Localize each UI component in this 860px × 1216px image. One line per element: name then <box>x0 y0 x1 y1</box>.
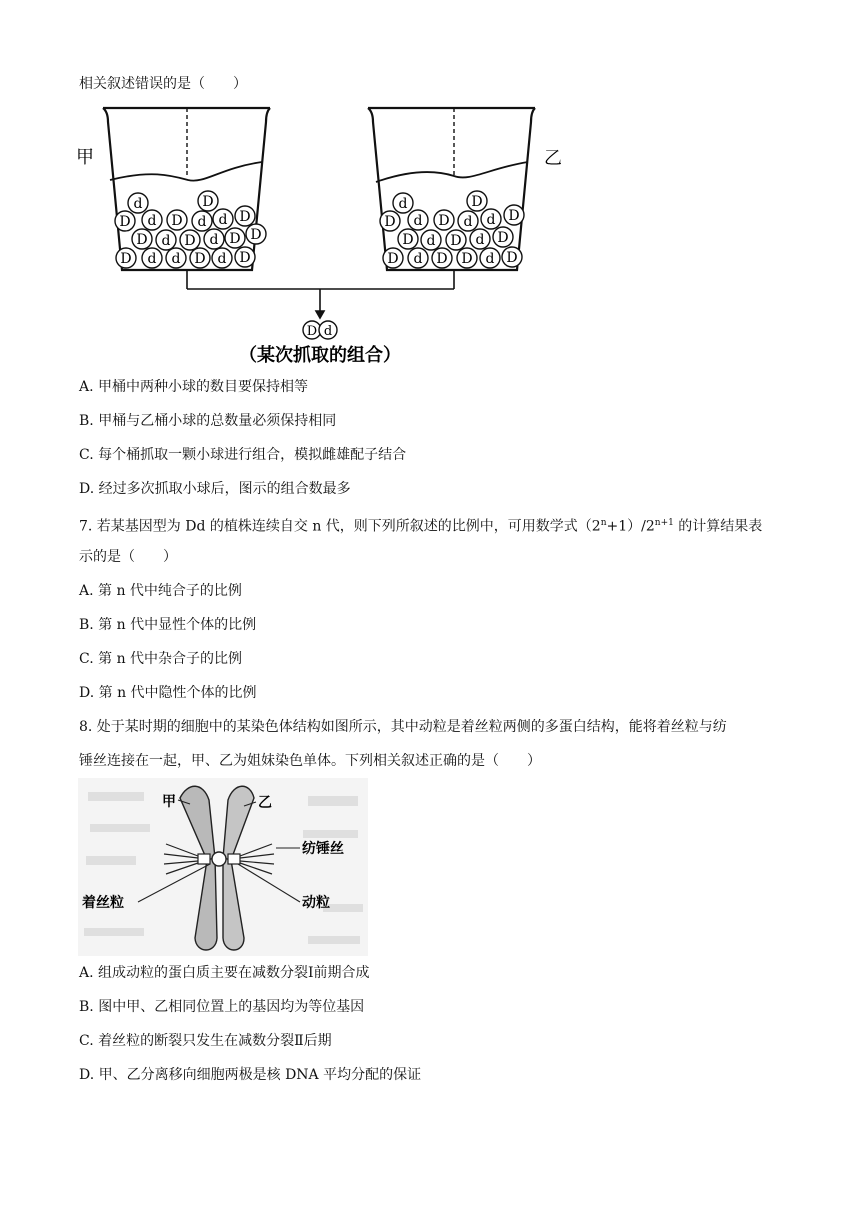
svg-text:D: D <box>497 230 509 246</box>
q7-stem-part1: 7. 若某基因型为 Dd 的植株连续自交 n 代，则下列所叙述的比例中，可用数学式（2 <box>79 518 601 535</box>
ball-d <box>166 248 186 268</box>
q6-option-a: A. 甲桶中两种小球的数目要保持相等 <box>79 379 309 395</box>
q8-stem-line1: 8. 处于某时期的细胞中的某染色体结构如图所示，其中动粒是着丝粒两侧的多蛋白结构，能将着丝粒与纺 <box>79 719 727 735</box>
svg-text:D: D <box>402 232 414 248</box>
ball-d <box>213 209 233 229</box>
drawn-ball-D: D <box>306 324 318 339</box>
ball-d <box>393 193 413 213</box>
svg-text:D: D <box>229 231 241 247</box>
ball-D <box>434 210 454 230</box>
svg-text:D: D <box>438 213 450 229</box>
svg-text:d: d <box>413 213 423 229</box>
ball-d <box>481 209 501 229</box>
svg-text:D: D <box>136 232 148 248</box>
svg-text:D: D <box>450 233 462 249</box>
ball-D <box>504 205 524 225</box>
q7-option-c: C. 第 n 代中杂合子的比例 <box>79 651 243 667</box>
svg-text:D: D <box>119 214 131 230</box>
ball-D <box>198 191 218 211</box>
svg-text:d: d <box>398 196 408 212</box>
ball-D <box>235 247 255 267</box>
ball-d <box>128 193 148 213</box>
svg-text:D: D <box>194 251 206 267</box>
q7-stem-line2: 示的是（ ） <box>79 549 177 565</box>
ball-d <box>480 248 500 268</box>
ball-D <box>132 229 152 249</box>
drawn-ball-d: d <box>323 324 333 339</box>
ball-d <box>192 211 212 231</box>
svg-text:d: d <box>209 232 219 248</box>
svg-text:D: D <box>250 227 262 243</box>
figure-caption: （某次抓取的组合） <box>239 345 401 366</box>
q8-option-a: A. 组成动粒的蛋白质主要在减数分裂Ⅰ前期合成 <box>79 965 370 981</box>
svg-text:D: D <box>506 250 518 266</box>
ball-D <box>235 206 255 226</box>
svg-text:D: D <box>508 208 520 224</box>
bucket-label-yi: 乙 <box>544 148 562 168</box>
ball-D <box>116 248 136 268</box>
svg-text:d: d <box>133 196 143 212</box>
ball-D <box>115 211 135 231</box>
q7-option-d: D. 第 n 代中隐性个体的比例 <box>79 685 257 701</box>
ball-D <box>398 229 418 249</box>
ball-D <box>190 248 210 268</box>
ball-D <box>246 224 266 244</box>
svg-text:d: d <box>197 214 207 230</box>
ball-d <box>142 210 162 230</box>
q6-option-c: C. 每个桶抓取一颗小球进行组合，模拟雌雄配子结合 <box>79 447 407 463</box>
ball-d <box>156 230 176 250</box>
svg-text:d: d <box>147 213 157 229</box>
drawn-combination <box>303 321 337 339</box>
combine-arrow <box>187 270 454 318</box>
q7-option-b: B. 第 n 代中显性个体的比例 <box>79 617 257 633</box>
ball-D <box>432 248 452 268</box>
q8-stem-line2: 锤丝连接在一起，甲、乙为姐妹染色单体。下列相关叙述正确的是（ ） <box>79 753 541 769</box>
svg-text:D: D <box>120 251 132 267</box>
svg-text:d: d <box>486 212 496 228</box>
svg-text:D: D <box>171 213 183 229</box>
svg-text:d: d <box>475 232 485 248</box>
ball-D <box>380 211 400 231</box>
ball-D <box>225 228 245 248</box>
svg-text:D: D <box>436 251 448 267</box>
bucket-figure <box>70 100 590 370</box>
label-yi: 乙 <box>258 795 272 811</box>
ball-d <box>408 248 428 268</box>
ball-d <box>470 229 490 249</box>
ball-d <box>458 211 478 231</box>
chromosome-figure <box>78 778 368 956</box>
ball-D <box>167 210 187 230</box>
ball-D <box>502 247 522 267</box>
ball-D <box>467 191 487 211</box>
ball-d <box>408 210 428 230</box>
label-jia: 甲 <box>162 794 176 810</box>
svg-text:d: d <box>161 233 171 249</box>
ball-d <box>204 229 224 249</box>
svg-text:d: d <box>171 251 181 267</box>
svg-text:D: D <box>387 251 399 267</box>
q6-stem-tail: 相关叙述错误的是（ ） <box>79 76 247 92</box>
svg-text:D: D <box>239 250 251 266</box>
svg-text:d: d <box>147 251 157 267</box>
q7-stem-part3: 的计算结果表 <box>673 518 763 535</box>
svg-text:d: d <box>463 214 473 230</box>
svg-text:D: D <box>184 233 196 249</box>
svg-text:d: d <box>218 212 228 228</box>
ball-D <box>446 230 466 250</box>
ball-D <box>383 248 403 268</box>
svg-text:D: D <box>471 194 483 210</box>
ball-d <box>212 248 232 268</box>
bucket-balls <box>115 191 524 268</box>
ball-d <box>142 248 162 268</box>
ball-D <box>457 248 477 268</box>
centromere-shape <box>212 852 226 866</box>
svg-text:d: d <box>426 233 436 249</box>
svg-text:d: d <box>485 251 495 267</box>
q7-sup-1: n <box>600 518 607 528</box>
q6-option-b: B. 甲桶与乙桶小球的总数量必须保持相同 <box>79 413 337 429</box>
svg-text:D: D <box>384 214 396 230</box>
q7-option-a: A. 第 n 代中纯合子的比例 <box>79 583 242 599</box>
label-centromere: 着丝粒 <box>82 895 124 911</box>
q8-option-c: C. 着丝粒的断裂只发生在减数分裂Ⅱ后期 <box>79 1033 332 1049</box>
svg-text:D: D <box>239 209 251 225</box>
q7-stem-part2: +1）/2 <box>606 518 655 535</box>
svg-text:D: D <box>202 194 214 210</box>
q7-stem-line1 <box>79 513 762 537</box>
q7-sup-2: n+1 <box>654 518 674 528</box>
label-kinetochore: 动粒 <box>302 895 330 911</box>
ball-d <box>421 230 441 250</box>
label-spindle: 纺锤丝 <box>302 841 344 857</box>
q8-option-b: B. 图中甲、乙相同位置上的基因均为等位基因 <box>79 999 365 1015</box>
bucket-label-jia: 甲 <box>76 147 94 167</box>
svg-text:D: D <box>461 251 473 267</box>
q8-option-d: D. 甲、乙分离移向细胞两极是核 DNA 平均分配的保证 <box>79 1067 422 1083</box>
q6-option-d: D. 经过多次抓取小球后，图示的组合数最多 <box>79 481 351 497</box>
ball-D <box>493 227 513 247</box>
svg-text:d: d <box>217 251 227 267</box>
ball-D <box>180 230 200 250</box>
svg-text:d: d <box>413 251 423 267</box>
